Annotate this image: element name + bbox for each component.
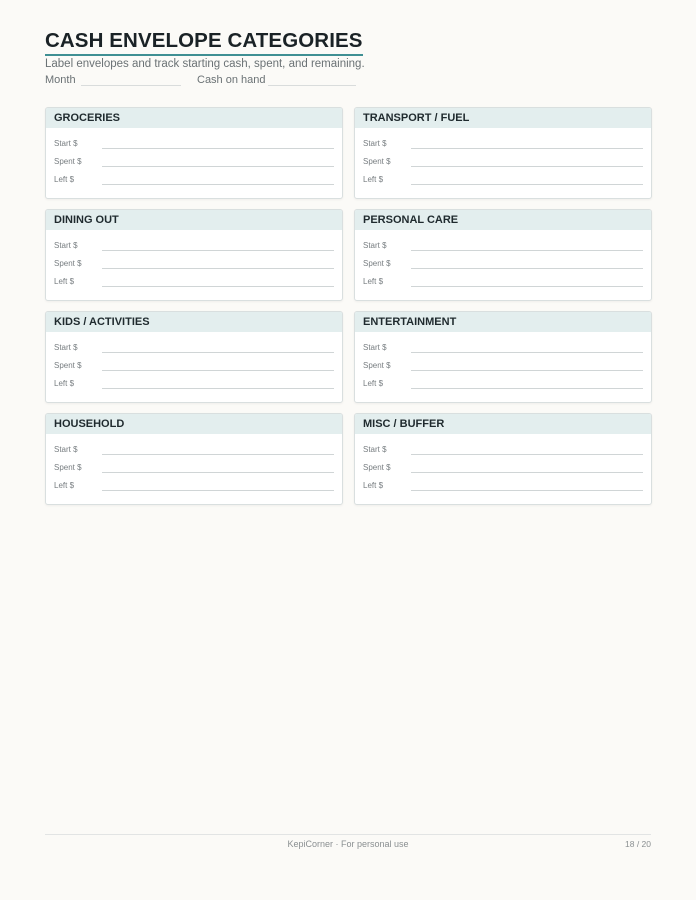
spent-amount-line[interactable] xyxy=(102,370,334,371)
envelope-title: ENTERTAINMENT xyxy=(355,312,651,332)
spent-row xyxy=(363,463,643,475)
page-subtitle: Label envelopes and track starting cash, spent, and remaining. xyxy=(45,58,365,70)
envelope-card-household xyxy=(45,413,343,505)
left-row xyxy=(363,175,643,187)
left-amount-line[interactable] xyxy=(411,388,643,389)
start-label: Start $ xyxy=(363,241,387,250)
left-row xyxy=(54,481,334,493)
start-row xyxy=(54,343,334,355)
start-amount-line[interactable] xyxy=(411,250,643,251)
left-amount-line[interactable] xyxy=(411,184,643,185)
envelope-card-dining xyxy=(45,209,343,301)
left-amount-line[interactable] xyxy=(102,490,334,491)
left-label: Left $ xyxy=(54,481,75,490)
spent-amount-line[interactable] xyxy=(411,268,643,269)
left-label: Left $ xyxy=(363,379,384,388)
envelope-card-entertainment xyxy=(354,311,652,403)
left-amount-line[interactable] xyxy=(102,286,334,287)
month-field[interactable] xyxy=(81,85,181,86)
left-label: Left $ xyxy=(54,277,75,286)
left-row xyxy=(54,277,334,289)
start-amount-line[interactable] xyxy=(411,454,643,455)
start-amount-line[interactable] xyxy=(102,250,334,251)
left-amount-line[interactable] xyxy=(411,490,643,491)
footer-divider xyxy=(45,834,651,835)
spent-label: Spent $ xyxy=(54,463,82,472)
month-label: Month xyxy=(45,74,76,86)
start-label: Start $ xyxy=(363,445,387,454)
start-label: Start $ xyxy=(54,139,78,148)
page-number: 18 / 20 xyxy=(625,839,651,849)
left-label: Left $ xyxy=(54,175,75,184)
left-amount-line[interactable] xyxy=(411,286,643,287)
spent-amount-line[interactable] xyxy=(102,268,334,269)
left-row xyxy=(54,175,334,187)
envelope-title: TRANSPORT / FUEL xyxy=(355,108,651,128)
left-amount-line[interactable] xyxy=(102,388,334,389)
start-row xyxy=(363,241,643,253)
start-row xyxy=(54,241,334,253)
start-amount-line[interactable] xyxy=(102,352,334,353)
page xyxy=(45,0,651,900)
spent-row xyxy=(363,361,643,373)
start-label: Start $ xyxy=(54,343,78,352)
left-row xyxy=(54,379,334,391)
spent-amount-line[interactable] xyxy=(411,472,643,473)
left-label: Left $ xyxy=(363,175,384,184)
spent-row xyxy=(363,259,643,271)
meta-row xyxy=(45,74,651,88)
spent-amount-line[interactable] xyxy=(102,472,334,473)
start-row xyxy=(54,139,334,151)
envelope-title: DINING OUT xyxy=(46,210,342,230)
footer-brand: KepiCorner · For personal use xyxy=(287,839,409,849)
cash-on-hand-label: Cash on hand xyxy=(197,74,266,86)
start-amount-line[interactable] xyxy=(102,148,334,149)
start-amount-line[interactable] xyxy=(411,148,643,149)
spent-row xyxy=(363,157,643,169)
envelope-title: MISC / BUFFER xyxy=(355,414,651,434)
spent-row xyxy=(54,463,334,475)
start-row xyxy=(363,343,643,355)
spent-label: Spent $ xyxy=(54,259,82,268)
spent-label: Spent $ xyxy=(363,361,391,370)
envelope-title: KIDS / ACTIVITIES xyxy=(46,312,342,332)
start-label: Start $ xyxy=(363,139,387,148)
envelope-card-transport xyxy=(354,107,652,199)
envelope-card-misc xyxy=(354,413,652,505)
spent-label: Spent $ xyxy=(363,463,391,472)
envelope-title: HOUSEHOLD xyxy=(46,414,342,434)
envelope-title: PERSONAL CARE xyxy=(355,210,651,230)
left-row xyxy=(363,277,643,289)
spent-label: Spent $ xyxy=(54,157,82,166)
start-amount-line[interactable] xyxy=(102,454,334,455)
envelope-title: GROCERIES xyxy=(46,108,342,128)
spent-label: Spent $ xyxy=(363,259,391,268)
left-label: Left $ xyxy=(363,481,384,490)
spent-row xyxy=(54,259,334,271)
left-label: Left $ xyxy=(54,379,75,388)
spent-row xyxy=(54,157,334,169)
left-amount-line[interactable] xyxy=(102,184,334,185)
spent-amount-line[interactable] xyxy=(102,166,334,167)
cash-on-hand-field[interactable] xyxy=(268,85,356,86)
start-label: Start $ xyxy=(54,445,78,454)
envelope-card-kids xyxy=(45,311,343,403)
start-amount-line[interactable] xyxy=(411,352,643,353)
start-label: Start $ xyxy=(363,343,387,352)
start-row xyxy=(363,139,643,151)
spent-label: Spent $ xyxy=(54,361,82,370)
start-row xyxy=(54,445,334,457)
page-title: CASH ENVELOPE CATEGORIES xyxy=(45,30,363,56)
envelope-card-personal-care xyxy=(354,209,652,301)
spent-row xyxy=(54,361,334,373)
spent-amount-line[interactable] xyxy=(411,370,643,371)
start-label: Start $ xyxy=(54,241,78,250)
left-row xyxy=(363,379,643,391)
spent-amount-line[interactable] xyxy=(411,166,643,167)
start-row xyxy=(363,445,643,457)
left-row xyxy=(363,481,643,493)
envelope-card-groceries xyxy=(45,107,343,199)
left-label: Left $ xyxy=(363,277,384,286)
spent-label: Spent $ xyxy=(363,157,391,166)
